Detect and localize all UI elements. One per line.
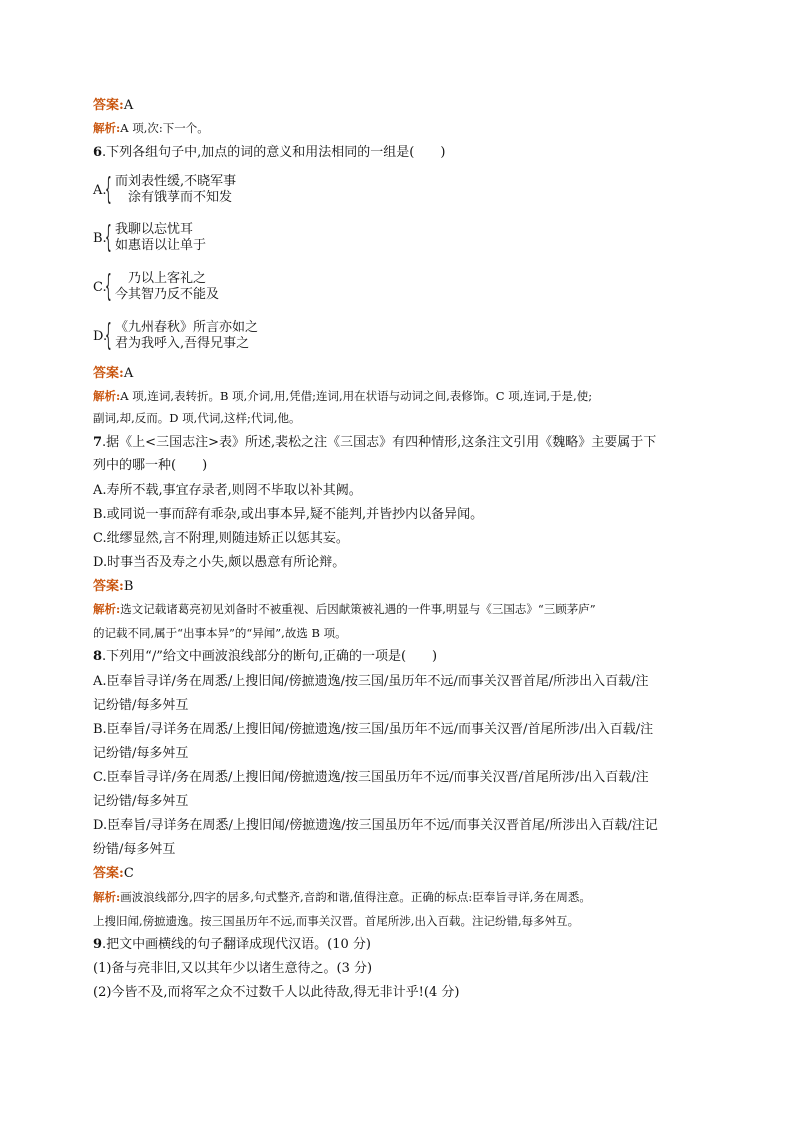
q8-option-d-1: [93, 817, 658, 835]
question-text: .下列各组句子中,加点的词的意义和用法相同的一组是( ): [102, 145, 446, 160]
q7-analysis-1: [93, 600, 596, 618]
answer-value: B: [123, 579, 134, 594]
analysis-text: A 项,连词,表转折。B 项,介词,用,凭借;连词,用在状语与动词之间,表修饰。C 项,连词,于是,使;: [120, 389, 593, 403]
option-text: D.时事当否及寿之小失,颇以愚意有所论辩。: [93, 555, 346, 570]
option-text: 记纷错/每多舛互: [93, 746, 189, 761]
brace-icon: {: [105, 269, 112, 304]
analysis-text: 的记载不同,属于“出事本异”的“异闻”,故选 B 项。: [93, 626, 347, 640]
q8-option-c-1: [93, 769, 649, 787]
analysis-text: 副词,却,反而。D 项,代词,这样;代词,他。: [93, 411, 301, 425]
q6-stem: [93, 144, 445, 162]
question-text: .下列用“/”给文中画波浪线部分的断句,正确的一项是( ): [102, 649, 438, 664]
q8-analysis-1: [93, 888, 591, 906]
option-text: D.臣奉旨/寻详务在周悉/上搜旧闻/傍摭遗逸/按三国虽历年不远/而事关汉晋首尾/所涉出入百载/注记: [93, 818, 658, 833]
option-line-1: 乃以上客礼之: [115, 271, 207, 286]
option-text: 记纷错/每多舛互: [93, 698, 189, 713]
q7-option-d: [93, 554, 345, 572]
analysis-text: 选文记载诸葛亮初见刘备时不被重视、后因献策被礼遇的一件事,明显与《三国志》“三顾茅庐”: [120, 602, 596, 616]
q7-answer: [93, 578, 133, 596]
q8-option-a-1: [93, 673, 649, 691]
q5-answer: [93, 97, 133, 115]
option-line-2: 君为我呼入,吾得兄事之: [115, 336, 250, 351]
q7-option-b: [93, 506, 483, 524]
q8-option-a-2: [93, 697, 188, 715]
sub-question-text: (2)今皆不及,而将军之众不过数千人以此待敌,得无非计乎!(4 分): [93, 985, 460, 1000]
q6-answer: [93, 365, 133, 383]
brace-icon: {: [105, 220, 112, 255]
answer-label: 答案:: [93, 366, 124, 381]
option-text: 纷错/每多舛互: [93, 842, 176, 857]
question-text: 列中的哪一种( ): [93, 458, 208, 473]
analysis-text: A 项,次:下一个。: [120, 121, 209, 135]
question-number: 6: [93, 145, 103, 160]
answer-value: A: [123, 98, 134, 113]
q7-option-a: [93, 482, 362, 500]
analysis-label: 解析:: [93, 389, 121, 403]
q9-sub-2: [93, 984, 459, 1002]
q8-stem: [93, 648, 437, 666]
option-line-1: 《九州春秋》所言亦如之: [115, 320, 259, 335]
q8-option-b-2: [93, 745, 188, 763]
q8-analysis-2: [93, 912, 579, 930]
analysis-text: 上搜旧闻,傍摭遗逸。按三国虽历年不远,而事关汉晋。首尾所涉,出入百载。注记纷错,每多舛互。: [93, 914, 580, 928]
option-letter: D.: [93, 329, 108, 344]
option-line-1: 我聊以忘忧耳: [115, 222, 194, 237]
option-letter: A.: [93, 183, 107, 198]
brace-icon: {: [105, 318, 112, 353]
q6-option-c: [93, 270, 353, 306]
question-number: 8: [93, 649, 103, 664]
q8-option-b-1: [93, 721, 653, 739]
option-letter: B.: [93, 231, 107, 246]
option-text: A.臣奉旨寻详/务在周悉/上搜旧闻/傍摭遗逸/按三国/虽历年不远/而事关汉晋首尾/所涉出入百载/注: [93, 674, 649, 689]
option-line-2: 涂有饿莩而不知发: [115, 190, 233, 205]
q7-stem-2: [93, 457, 207, 475]
q8-option-c-2: [93, 793, 188, 811]
answer-value: A: [123, 366, 134, 381]
option-text: C.纰缪显然,言不附理,则随违矫正以惩其妄。: [93, 531, 349, 546]
q9-stem: [93, 936, 371, 954]
q6-option-b: [93, 221, 353, 257]
option-letter: C.: [93, 280, 107, 295]
option-text: 记纷错/每多舛互: [93, 794, 189, 809]
q6-option-d: [93, 319, 353, 355]
analysis-label: 解析:: [93, 890, 121, 904]
question-number: 9: [93, 937, 103, 952]
q5-analysis: [93, 119, 209, 137]
analysis-label: 解析:: [93, 602, 121, 616]
analysis-text: 画波浪线部分,四字的居多,句式整齐,音韵和谐,值得注意。正确的标点:臣奉旨寻详,务在周悉。: [120, 890, 591, 904]
question-number: 7: [93, 435, 103, 450]
q7-analysis-2: [93, 624, 347, 642]
analysis-label: 解析:: [93, 121, 121, 135]
q7-option-c: [93, 530, 349, 548]
option-text: A.寿所不载,事宜存录者,则罔不毕取以补其阙。: [93, 483, 362, 498]
sub-question-text: (1)备与亮非旧,又以其年少以诸生意待之。(3 分): [93, 961, 373, 976]
option-line-2: 如惠语以让单于: [115, 238, 207, 253]
answer-label: 答案:: [93, 98, 124, 113]
option-text: C.臣奉旨寻详/务在周悉/上搜旧闻/傍摭遗逸/按三国虽历年不远/而事关汉晋/首尾所涉/出入百载/注: [93, 770, 649, 785]
option-text: B.臣奉旨/寻详务在周悉/上搜旧闻/傍摭遗逸/按三国/虽历年不远/而事关汉晋/首尾所涉/出入百载/注: [93, 722, 654, 737]
option-line-1: 而刘表性缓,不晓军事: [115, 174, 237, 189]
q6-analysis-1: [93, 387, 592, 405]
question-text: .把文中画横线的句子翻译成现代汉语。(10 分): [102, 937, 371, 952]
answer-value: C: [123, 866, 134, 881]
answer-label: 答案:: [93, 866, 124, 881]
q7-stem-1: [93, 434, 656, 452]
q8-option-d-2: [93, 841, 175, 859]
answer-label: 答案:: [93, 579, 124, 594]
question-text: .据《上<三国志注>表》所述,裴松之注《三国志》有四种情形,这条注文引用《魏略》主要属于下: [102, 435, 657, 450]
option-line-2: 今其智乃反不能及: [115, 287, 220, 302]
q8-answer: [93, 865, 134, 883]
q9-sub-1: [93, 960, 372, 978]
q6-option-a: [93, 173, 353, 209]
q6-analysis-2: [93, 409, 301, 427]
brace-icon: {: [105, 172, 112, 207]
option-text: B.或同说一事而辞有乖杂,或出事本异,疑不能判,并皆抄内以备异闻。: [93, 507, 484, 522]
